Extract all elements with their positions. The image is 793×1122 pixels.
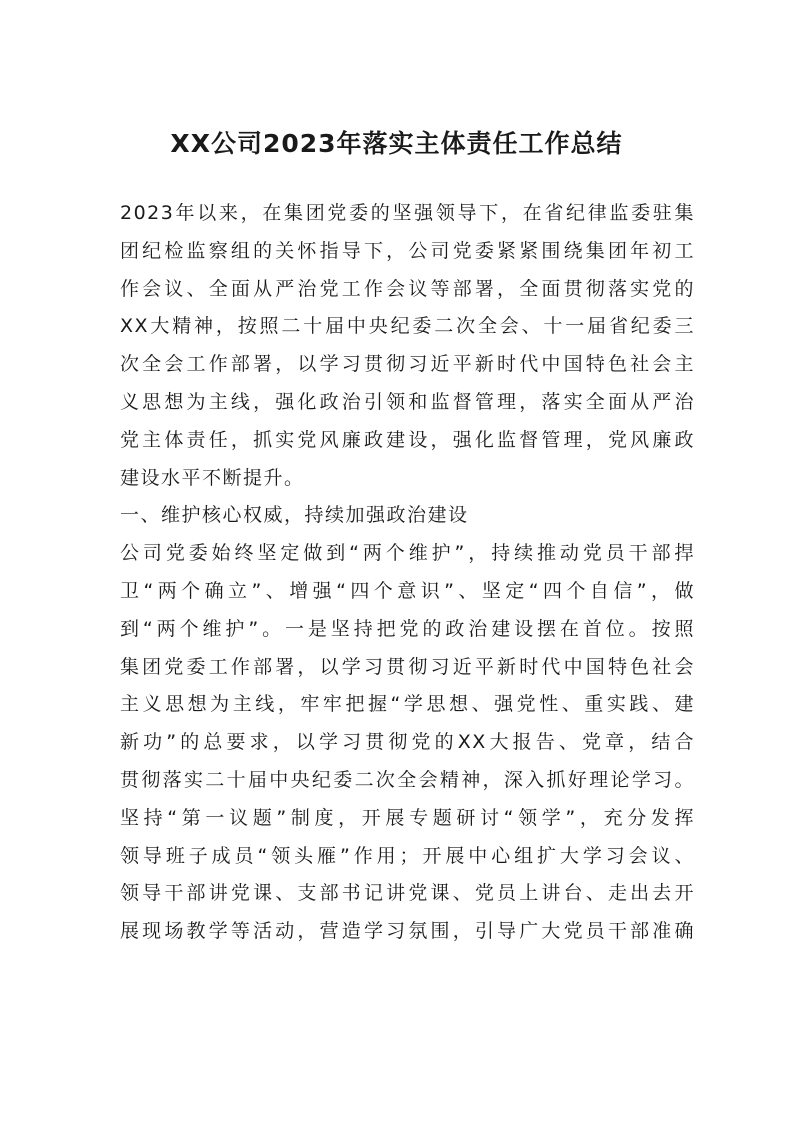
body-line: 2023年以来，在集团党委的坚强领导下，在省纪律监委驻集	[120, 202, 695, 224]
body-line: 领导干部讲党课、支部书记讲党课、党员上讲台、走出去开	[120, 882, 695, 905]
body-line: 展现场教学等活动，营造学习氛围，引导广大党员干部准确	[120, 920, 695, 943]
body-line: 建设水平不断提升。	[120, 466, 305, 489]
body-line: 卫“两个确立”、增强“四个意识”、坚定“四个自信”，做	[120, 579, 695, 602]
body-line: 团纪检监察组的关怀指导下，公司党委紧紧围绕集团年初工	[120, 239, 695, 262]
body-line: 集团党委工作部署，以学习贯彻习近平新时代中国特色社会	[120, 655, 695, 678]
body-line: 党主体责任，抓实党风廉政建设，强化监督管理，党风廉政	[120, 428, 695, 451]
body-line: 坚持“第一议题”制度，开展专题研讨“领学”，充分发挥	[120, 806, 695, 829]
section-heading: 一、维护核心权威，持续加强政治建设	[120, 504, 469, 527]
document-body	[120, 195, 695, 951]
body-line: 主义思想为主线，牢牢把握“学思想、强党性、重实践、建	[120, 693, 695, 716]
body-line: 次全会工作部署，以学习贯彻习近平新时代中国特色社会主	[120, 353, 695, 376]
body-line: 新功”的总要求，以学习贯彻党的XX大报告、党章，结合	[120, 731, 695, 754]
body-line: 贯彻落实二十届中央纪委二次全会精神，深入抓好理论学习。	[120, 768, 695, 791]
body-line: 到“两个维护”。一是坚持把党的政治建设摆在首位。按照	[120, 617, 695, 640]
body-line: XX大精神，按照二十届中央纪委二次全会、十一届省纪委三	[120, 315, 695, 338]
document-title: XX公司2023年落实主体责任工作总结	[170, 129, 623, 158]
body-line: 领导班子成员“领头雁”作用；开展中心组扩大学习会议、	[120, 844, 695, 867]
body-line: 作会议、全面从严治党工作会议等部署，全面贯彻落实党的	[120, 277, 695, 300]
body-line: 义思想为主线，强化政治引领和监督管理，落实全面从严治	[120, 390, 695, 413]
body-line: 公司党委始终坚定做到“两个维护”，持续推动党员干部捍	[120, 542, 695, 565]
